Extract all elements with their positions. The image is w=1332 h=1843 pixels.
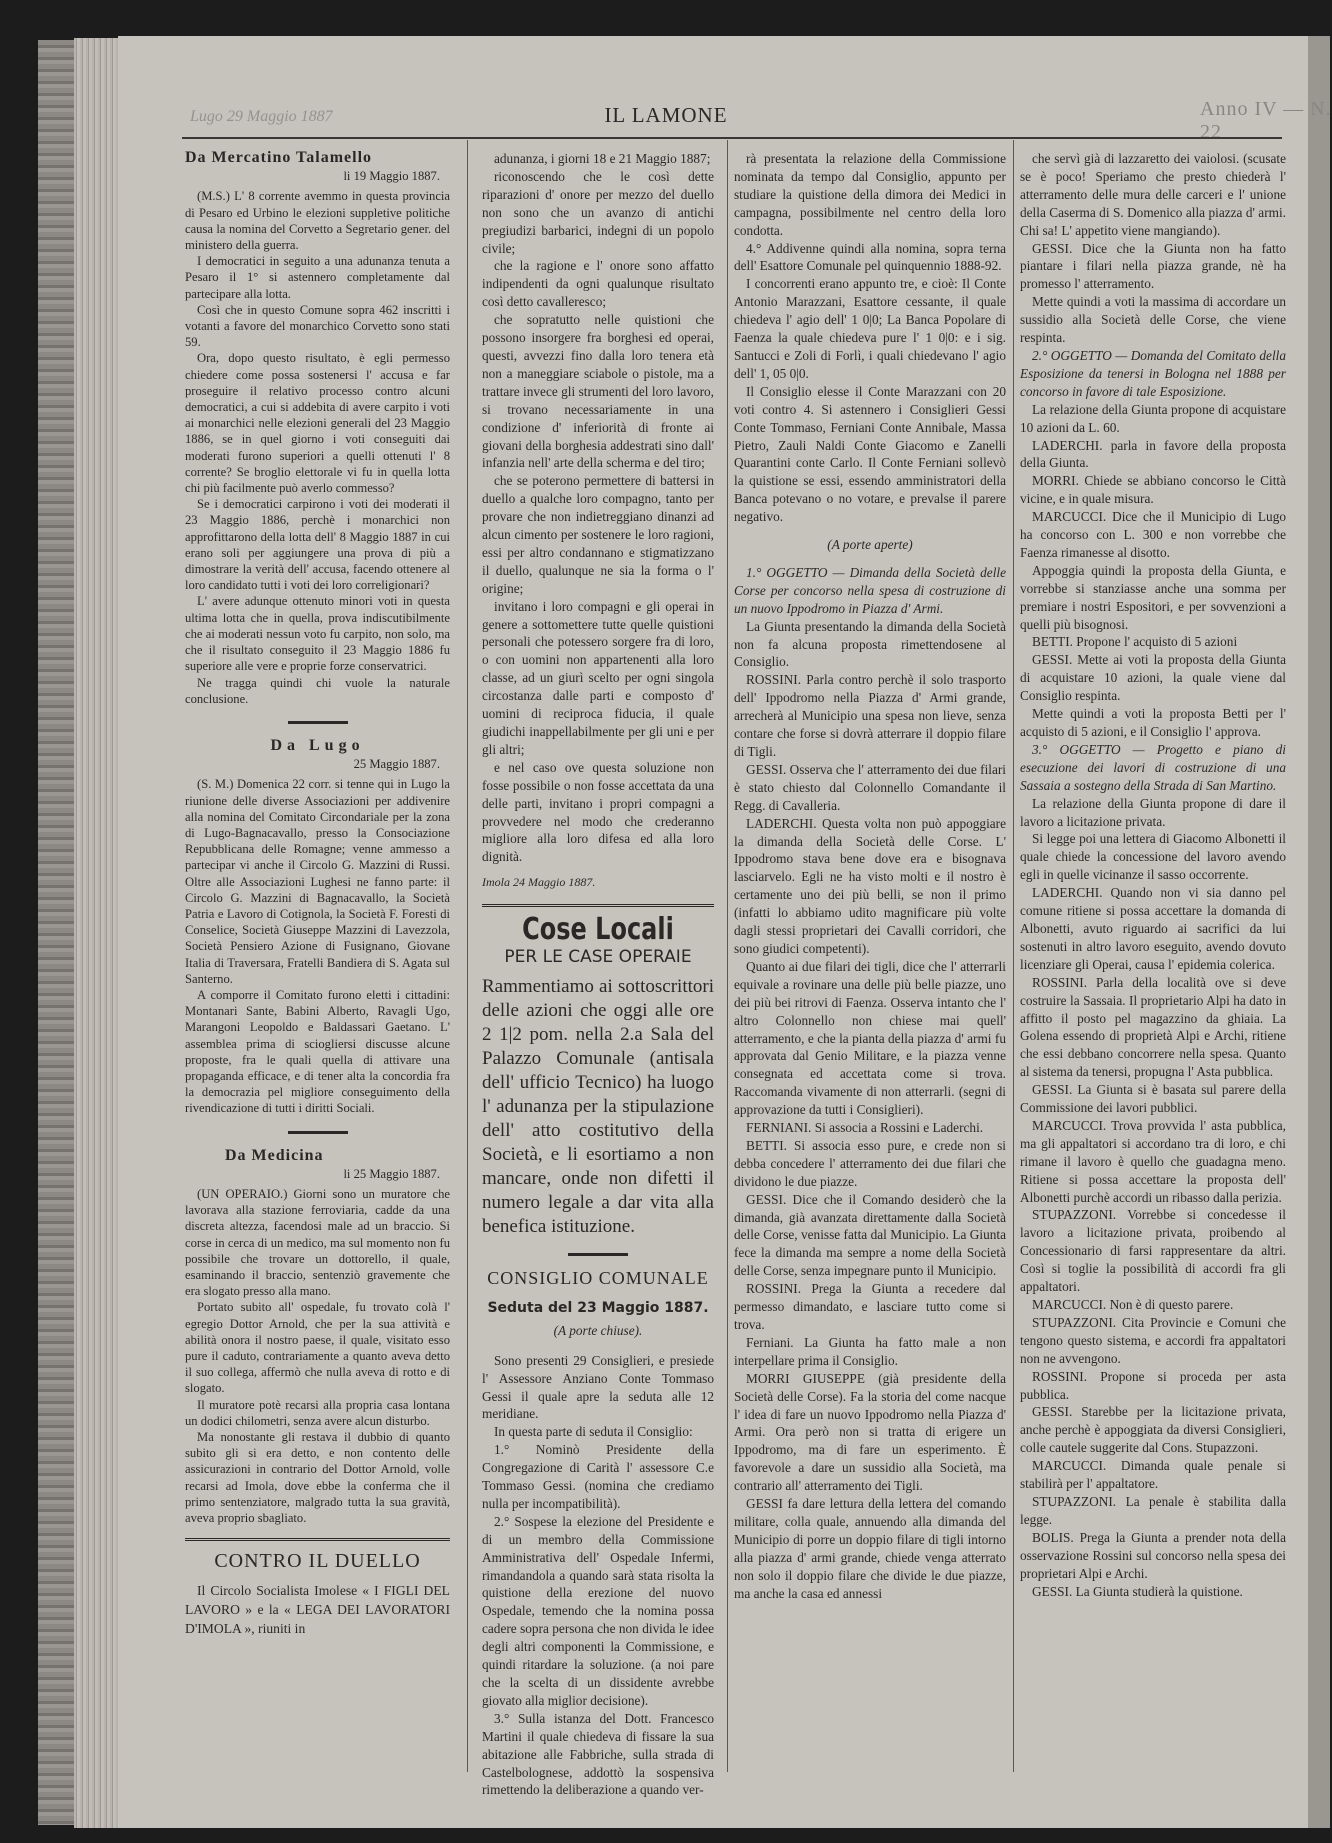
column-4 [1020,150,1286,1600]
paragraph: GESSI. La Giunta si è basata sul parere della Commissione dei lavori pubblici. [1020,1082,1286,1116]
paragraph: Il Circolo Socialista Imolese « I FIGLI DEL LAVORO » e la « LEGA DEI LAVORATORI D'IMOLA », riuniti in [185,1583,450,1637]
paragraph: (S. M.) Domenica 22 corr. si tenne qui in Lugo la riunione delle diverse Associazioni per addivenire alla nomina del Comitato Circondariale per la zona di Lugo-Bagnacavallo, presso la Consociazione Repubblicana delle Romagne; venne ammesso a partecipar vi anche il Circolo G. Mazzini di Russi. Oltre alle Associazioni Lughesi ne fanno parte: il Circolo G. Mazzini di Bagnacavallo, la Società Patria e Lavoro di Cotignola, la Società F. Foresti di Conselice, Società Giuseppe Mazzini di Lavezzola, Società Pensiero Azione di Fusignano, Giovane Italia di Traversara, Fratelli Bandiera di S. Agata sul Santerno. [185,777,450,986]
column-3 [734,150,1006,1603]
session-note: (A porte chiuse). [553,1322,643,1338]
paragraph: Il muratore potè recarsi alla propria casa lontana un dodici chilometri, senza avere alcun disturbo. [185,1397,450,1428]
section-rule [482,904,714,907]
paragraph: Mette quindi a voti la massima di accordare un sussidio alla Società delle Corse, che viene respinta. [1020,294,1286,346]
paragraph: Ferniani. La Giunta ha fatto male a non interpellare prima il Consiglio. [734,1334,1006,1368]
header-rule [182,137,1282,139]
paragraph: ROSSINI. Propone si proceda per asta pubblica. [1020,1368,1286,1402]
session-heading: Seduta del 23 Maggio 1887. [487,1299,709,1316]
paragraph: adunanza, i giorni 18 e 21 Maggio 1887; [494,151,711,166]
paragraph: GESSI. Starebbe per la licitazione privata, anche perchè è appoggiata da diversi Consiglieri, colle cautele suggerite dal Cons. Stupazzoni. [1020,1404,1286,1456]
paragraph: GESSI. Dice che la Giunta non ha fatto piantare i filari nella piazza grande, nè ha promesso l' atterramento. [1020,240,1286,292]
column-1 [185,150,450,1638]
article-heading: PER LE CASE OPERAIE [504,947,692,968]
paragraph: che la ragione e l' onore sono affatto indipendenti da ogni qualunque risultato così detto cavalleresco; [482,258,714,310]
paragraph: Se i democratici carpirono i voti dei moderati il 23 Maggio 1886, perchè i monarchici non approfittarono della lotta dell' 8 Maggio 1887 in cui erano soli per aggiungere una prova di più a dimostrare la verità dell' accusa, facendo ottenere al loro candidato tutti i voti dei loro correligionari? [185,497,450,593]
dateline-date: li 19 Maggio 1887. [343,169,440,184]
paragraph: Mette quindi a voti la proposta Betti per l' acquisto di 5 azioni, e il Consiglio l' approva. [1020,706,1286,739]
paragraph: (UN OPERAIO.) Giorni sono un muratore che lavorava alla stazione ferroviaria, cadde da una discreta altezza, facendosi male ad un braccio. Si corse in cerca di un medico, ma sul momento non fu possibile che trovare un dottorello, il quale, esaminando il braccio, sentenziò gravemente che era slogato presso alla mano. [185,1186,450,1299]
notice-text: Rammentiamo ai sottoscrittori delle azioni che oggi alle ore 2 1|2 pom. nella 2.a Sala del Palazzo Comunale (antisala dell' ufficio Tecnico) ha luogo l' adunanza per la stipulazione dell' atto costitutivo della Società, e li esortiamo a non mancare, onde non difetti il numero legale a dar vita alla benefica istituzione. [482,975,714,1237]
paragraph: Quanto ai due filari dei tigli, dice che l' atterrarli equivale a rovinare una delle più belle piazze, uno dei più bei ritrovi di Faenza. Osserva intanto che l' altro Colonnello non chiese mai quell' atterramento, e che la pianta della piazza d' armi fu approvata dal Genio Militare, e la piazza venne consegnata ed accettata come si trova. Raccomanda vivamente di non atterrarli. (segni di approvazione da tutti i Consiglieri). [734,958,1006,1118]
column-rule-3 [1013,140,1014,1772]
next-page-edge [1308,36,1330,1828]
column-rule-2 [727,140,728,1772]
paragraph: LADERCHI. Questa volta non può appoggiare la dimanda della Società delle Corse. L' Ippodromo stava bene dove era e bisognava lasciarvelo. Egli ne ha visto molti e il nostro è certamente uno dei più belli, se non il primo (infatti lo abbiamo udito magnificare più volte dagli stessi proprietari dei Cavalli corridori, che sono giudici competenti). [734,815,1006,956]
paragraph: Ne tragga quindi chi vuole la naturale conclusione. [185,675,450,706]
newspaper-title: IL LAMONE [604,103,728,127]
paragraph: MORRI GIUSEPPE (già presidente della Società delle Corse). Fa la storia del come nacque l' idea di fare un nuovo Ippodromo nella Piazza d' Armi. Ora però non si tratta di erigere un Ippodromo, ma di fare un esperimento. È favorevole a dare un sussidio alla Società, ma contrario all' atterramento dei Tigli. [734,1370,1006,1494]
paragraph: MARCUCCI. Dice che il Municipio di Lugo ha concorso con L. 300 e non vorrebbe che Faenza rimanesse al disotto. [1020,509,1286,560]
section-title: Cose Locali [522,912,674,948]
paragraph: rà presentata la relazione della Commissione nominata da tempo dal Consiglio, appunto per studiare la quistione della dimora dei Medici in campagna, possibilmente nel centro della loro condotta. [734,151,1006,238]
paragraph: STUPAZZONI. Vorrebbe si concedesse il lavoro a licitazione privata, proibendo al Concessionario di farsi rappresentare da altri. Così si toglie la possibilità di accordi fra gli appaltatori. [1020,1207,1286,1295]
bleedthrough-text-right: Anno IV — N. 22 [1200,98,1332,143]
paragraph: GESSI. Mette ai voti la proposta della Giunta di acquistare 10 azioni, la quale viene dal Consiglio respinta. [1020,652,1286,704]
paragraph: L' avere adunque ottenuto minori voti in questa ultima lotta che in quella, prova indiscutibilmente che ai moderati nessun voto fu carpito, non solo, ma che il risultato conseguito il 23 Maggio 1886 fu superiore alle vere e proprie forze conservatrici. [185,594,450,674]
paragraph: A comporre il Comitato furono eletti i cittadini: Montanari Sante, Babini Alberto, Ravagli Ugo, Marangoni Leopoldo e Baldassari Gaetano. L' assemblea prima di sciogliersi discusse alcune proposte, fra le quali quella di attivare una propaganda efficace, e di tener alta la concordia fra la democrazia pel migliore conseguimento della rivendicazione di tutti i diritti Sociali. [185,987,450,1116]
section-heading: CONTRO IL DUELLO [214,1550,421,1573]
paragraph: Ora, dopo questo risultato, è egli permesso chiedere come possa sostenersi l' accusa e far proseguire il relativo processo contro alcuni democratici, a cui si addebita di avere carpito i voti ai monarchici nelle elezioni generali del 23 Maggio 1886, se in quel giorno i voti conseguiti dai moderati furono superiori a quelli ottenuti l' 8 corrente? Se broglio elettorale vi fu in quella lotta chi più facilmente può averlo commesso? [185,351,450,496]
paragraph: I democratici in seguito a una adunanza tenuta a Pesaro il 1° si astennero completamente dal partecipare alla lotta. [185,254,450,301]
paragraph: Si legge poi una lettera di Giacomo Albonetti il quale chiede la concessione del lavoro avendo egli in quelle vicinanze il sasso occorrente. [1020,831,1286,883]
paragraph: che sopratutto nelle quistioni che possono insorgere fra borghesi ed operai, questi, avvezzi fino dalla loro tenera età non a maneggiare sciabole o pistole, ma a trattare invece gli strumenti del loro lavoro, si trovano necessariamente in una condizione d' inferiorità di fronte ai giovani della borghesia addestrati sino dall' infanzia nell' arte della scherma e del tiro; [482,312,714,471]
paragraph: I concorrenti erano appunto tre, e cioè: Il Conte Antonio Marazzani, Esattore cessante, il quale chiedeva l' agio dell' 1 0|0; La Banca Popolare di Faenza la quale chiedeva pure l' 1 0|0: e i sig. Santucci e Zoli di Forlì, i quali chiedevano l' agio dell' 1, 05 0|0. [734,276,1006,381]
paragraph: ROSSINI. Parla della località ove si deve costruire la Sassaia. Il proprietario Alpi ha dato in affitto il posto pel magazzino da ghiaia. La Golena essendo di proprietà Alpi e Archi, ritiene che essi debbano concorrere nella spesa. Quanto al sistema da tenersi, propugna l' Asta pubblica. [1020,974,1286,1080]
signature-line: Imola 24 Maggio 1887. [482,875,596,890]
paragraph: GESSI. La Giunta studierà la quistione. [1032,1583,1243,1599]
paragraph: (M.S.) L' 8 corrente avemmo in questa provincia di Pesaro ed Urbino le elezioni suppletive politiche causa la nomina del Corvetto a Segretario gener. del ministero della guerra. [185,189,450,253]
paragraph: STUPAZZONI. La penale è stabilita dalla legge. [1020,1493,1286,1527]
paragraph: LADERCHI. parla in favore della proposta della Giunta. [1020,437,1286,471]
paragraph: La relazione della Giunta propone di dare il lavoro a licitazione privata. [1020,795,1286,829]
dateline-heading: Da Medicina [225,1146,324,1164]
paragraph: La Giunta presentando la dimanda della Società non fa alcuna proposta rimettendosene al Consiglio. [734,618,1006,670]
paragraph: ROSSINI. Parla contro perchè il solo trasporto dell' Ippodromo nella Piazza d' Armi grande, arrecherà al Municipio una spesa non lieve, senza contare che forse si dovrà atterrare il doppio filare di Tigli. [734,672,1006,759]
paragraph: GESSI fa dare lettura della lettera del comando militare, colla quale, annuendo alla dimanda del Municipio di porre un doppio filare di tigli intorno alla piazza d' armi grande, chiede venga atterrato non solo il doppio filare che divide le due piazze, ma anche la casa ed annessi [734,1496,1006,1601]
column-2 [482,150,714,1799]
paragraph: 1.° Nominò Presidente della Congregazione di Carità l' assessore C.e Tommaso Gessi. (nomina che crediamo nulla per incompatibilità). [482,1442,714,1511]
paragraph: GESSI. Dice che il Comando desiderò che la dimanda, già avanzata direttamente dalla Società delle Corse, venisse fatta dal Municipio. La Giunta fece la dimanda ma sempre a nome della Società delle Corse, senza impegnare punto il Municipio. [734,1191,1006,1279]
dateline-date: li 25 Maggio 1887. [343,1166,440,1181]
section-heading: CONSIGLIO COMUNALE [487,1267,709,1288]
book-binding [38,40,74,1825]
bleedthrough-text-left: Lugo 29 Maggio 1887 [190,108,333,125]
dateline-date: 25 Maggio 1887. [353,757,440,772]
paragraph: LADERCHI. Quando non vi sia danno pel comune ritiene si possa accettare la domanda di Albonetti, avuto riguardo ai sacrifici da lui sostenuti in altro lavoro eseguito, avendo dovuto licenziare gli Operai, causa l' epidemia colerica. [1020,885,1286,972]
column-rule-1 [467,140,468,1772]
page-edges [74,38,120,1828]
separator [568,1253,628,1256]
paragraph: In questa parte di seduta il Consiglio: [494,1424,693,1440]
section-rule [185,1538,450,1541]
paragraph: MORRI. Chiede se abbiano concorso le Città vicine, e in quale misura. [1020,473,1286,507]
paragraph: 3.° Sulla istanza del Dott. Francesco Martini il quale chiedeva di fissare la sua abitazione alle Fabbriche, sulla strada di Castelbolognese, addottò la sospensiva rimettendo la deliberazione a quando ver- [482,1710,714,1798]
paragraph: Il Consiglio elesse il Conte Marazzani con 20 voti contro 4. Si astennero i Consiglieri Gessi Conte Tommaso, Ferniani Conte Annibale, Massa Pietro, Zauli Naldi Conte Giacomo e Zanelli Quarantini conte Carlo. Il Conte Ferniani sollevò la quistione se essi, essendo amministratori della Banca potevano o no votare, e prevalse il parere negativo. [734,383,1006,525]
paragraph: MARCUCCI. Trova provvida l' asta pubblica, ma gli appaltatori si accordano tra di loro, e chi rimane il lavoro è quello che guadagna meno. Ritiene si possa accettare la proposta dell' Albonetti purchè accordi un ribasso dalla perizia. [1020,1117,1286,1205]
paragraph: 4.° Addivenne quindi alla nomina, sopra terna dell' Esattore Comunale pel quinquennio 1888-92. [734,240,1006,274]
paragraph: 2.° OGGETTO — Domanda del Comitato della Esposizione da tenersi in Bologna nel 1888 per concorso in favore di tale Esposizione. [1020,347,1286,399]
paragraph: Portato subito all' ospedale, fu trovato colà l' egregio Dottor Arnold, che per la sua attività e abilità onora il nostro paese, il quale, visitato esso pure il caduto, contrariamente a quanto aveva detto il suo collega, affermò che nulla aveva di rotto e di slogato. [185,1300,450,1396]
paragraph: invitano i loro compagni e gli operai in genere a sottomettere tutte quelle quistioni personali che potessero sorgere fra di loro, o con uomini non appartenenti alla loro classe, ad un giurì scelto per ogni singola circostanza dalle parti e composto d' uomini di reciproca fiducia, il quale giudichi inappellabilmente per gli uni e per gli altri; [482,598,714,757]
paragraph: 1.° OGGETTO — Dimanda della Società delle Corse per concorso nella spesa di costruzione di un nuovo Ippodromo in Piazza d' Armi. [734,564,1006,616]
paragraph: Sono presenti 29 Consiglieri, e presiede l' Assessore Anziano Conte Tommaso Gessi il quale apre la seduta alle 12 meridiane. [482,1352,714,1422]
paragraph: che se poterono permettere di battersi in duello a qualche loro compagno, tanto per provare che non indietreggiano dinanzi ad alcun cimento per sostenere le loro ragioni, essi per altro condannano e stigmatizzano il duello, qualunque ne sia la forma o l' origine; [482,473,714,596]
paragraph: GESSI. Osserva che l' atterramento dei due filari è stato chiesto dal Colonnello Comandante il Regg. di Cavalleria. [734,761,1006,813]
paragraph: 2.° Sospese la elezione del Presidente e di un membro della Commissione Amministrativa dell' Ospedale Infermi, rimandandola a quando sarà stata risolta la quistione della erezione del nuovo Ospedale, temendo che la nomina possa cadere sopra persona che non divida le idee degli altri componenti la Commissione, e quindi ritardare la soluzione. (a noi pare che la scelta di un dissidente avrebbe giovato alla miglior decisione). [482,1513,714,1708]
paragraph: Ma nonostante gli restava il dubbio di quanto subito gli si era detto, e non contento delle assicurazioni in contrario del Dottor Arnold, volle recarsi ad Imola, dove ebbe la conferma che il primo sentenziatore, malgrado tutta la sua gravità, aveva proprio sbagliato. [185,1430,450,1526]
paragraph: Così che in questo Comune sopra 462 inscritti i votanti a favore del monarchico Corvetto sono stati 59. [185,302,450,350]
paragraph: ROSSINI. Prega la Giunta a recedere dal permesso dimandato, e lasciare tutto come si trova. [734,1281,1006,1332]
paragraph: Appoggia quindi la proposta della Giunta, e vorrebbe si stanziasse anche una somma per premiare i nostri Espositori, e per sovvenzioni a quelli più bisognosi. [1020,562,1286,632]
dateline-heading: Da Mercatino Talamello [185,149,373,166]
paragraph: La relazione della Giunta propone di acquistare 10 azioni da L. 60. [1020,401,1286,435]
paragraph: BETTI. Propone l' acquisto di 5 azioni [1032,634,1238,650]
paragraph: che servì già di lazzaretto dei vaiolosi. (scusate se è poco! Speriamo che presto chiederà l' atterramento delle mura delle carceri e l' unione della Caserma di S. Domenico alla piazza d' armi. Chi sa! L' appetito viene mangiando). [1020,151,1286,238]
paragraph: STUPAZZONI. Cita Provincie e Comuni che tengono questo sistema, e accordi fra appaltatori non ne avvengono. [1020,1314,1286,1366]
paragraph: MARCUCCI. Dimanda quale penale si stabilirà per l' appaltatore. [1020,1458,1286,1492]
paragraph: FERNIANI. Si associa a Rossini e Laderchi. [746,1120,984,1136]
paragraph: e nel caso ove questa soluzione non fosse possibile o non fosse accettata da una delle parti, invitano i propri compagni a provvedere nel modo che crederanno migliore alla loro difesa ed alla loro dignità. [482,759,714,865]
paragraph: BOLIS. Prega la Giunta a prender nota della osservazione Rossini sul concorso nella spesa dei proprietari Alpi e Archi. [1020,1529,1286,1581]
separator [288,1131,348,1134]
paragraph: riconoscendo che le così dette riparazioni d' onore per mezzo del duello non sono che un avanzo di antichi pregiudizi barbarici, indegni di un popolo civile; [482,168,714,256]
paragraph: BETTI. Si associa esso pure, e crede non si debba concedere l' atterramento dei due filari che dividono le due piazze. [734,1137,1006,1189]
session-note: (A porte aperte) [827,537,913,553]
dateline-heading: Da Lugo [270,736,365,754]
separator [288,721,348,724]
paragraph: MARCUCCI. Non è di questo parere. [1032,1297,1234,1312]
paragraph: 3.° OGGETTO — Progetto e piano di esecuzione dei lavori di costruzione di una Sassaia a sostegno della Strada di San Martino. [1020,741,1286,793]
